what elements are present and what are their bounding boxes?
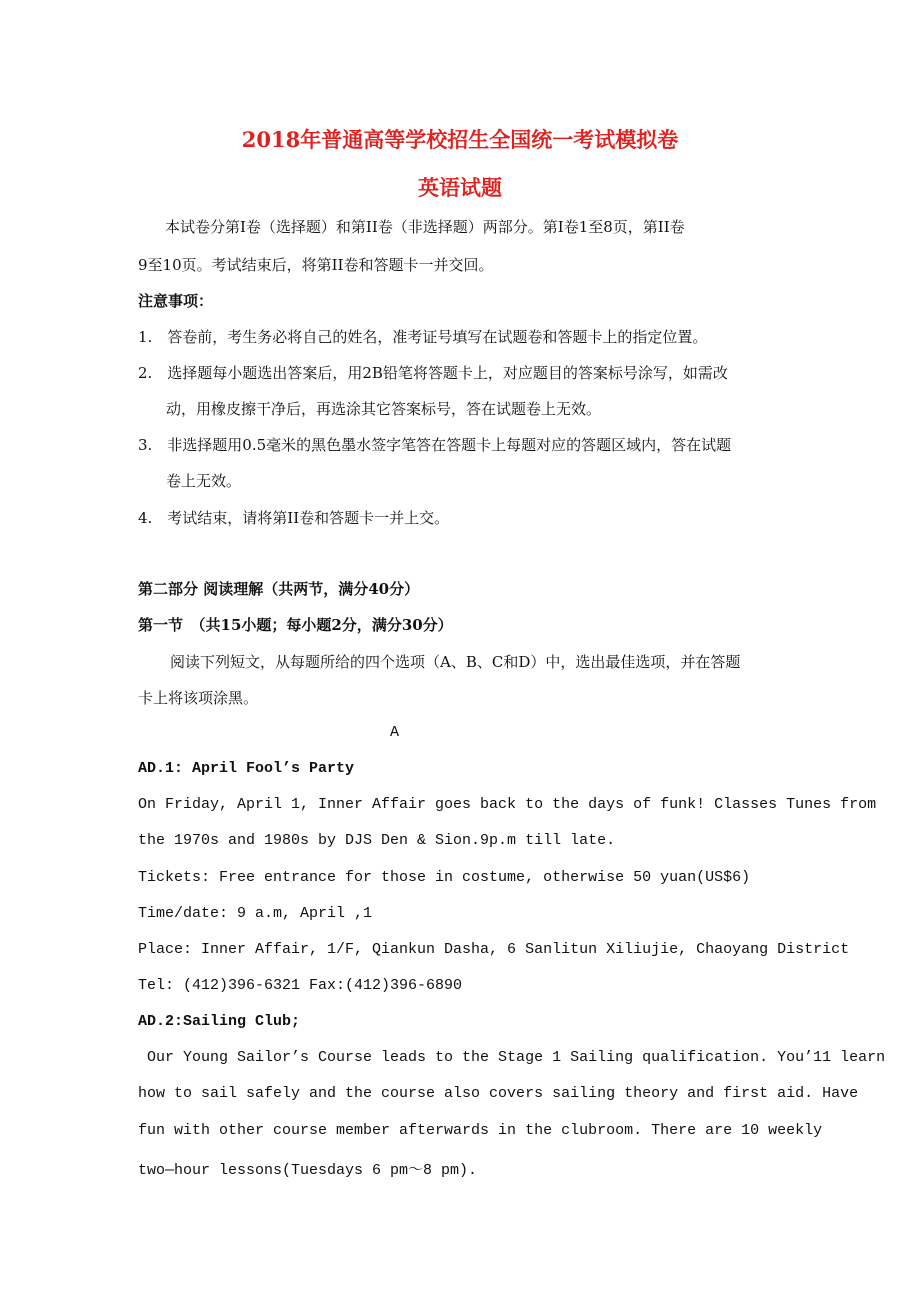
ad1-time: Time/date: 9 a.m, April ,1 [138,905,373,922]
part2-heading: 第二部分 阅读理解（共两节，满分40分） [138,580,420,598]
ad1-tickets: Tickets: Free entrance for those in costume, otherwise 50 yuan(US$6) [138,869,751,886]
ad2-line-3: fun with other course member afterwards in the clubroom. There are 10 weekly [138,1122,823,1139]
ad1-tel: Tel: (412)396-6321 Fax:(412)396-6890 [138,977,463,994]
ad1-line-1: On Friday, April 1, Inner Affair goes back to the days of funk! Classes Tunes from [138,796,877,813]
notice-item-4: 4. 考试结束，请将第II卷和答题卡一并上交。 [138,509,450,527]
instruction-line-1: 阅读下列短文，从每题所给的四个选项（A、B、C和D）中，选出最佳选项，并在答题 [170,653,741,671]
notice-item-2-cont: 动，用橡皮擦干净后，再选涂其它答案标号，答在试题卷上无效。 [166,400,602,418]
notice-heading: 注意事项： [138,292,214,310]
notice-item-2: 2. 选择题每小题选出答案后，用2B铅笔将答题卡上，对应题目的答案标号涂写，如需改 [138,364,728,382]
exam-title: 2018年普通高等学校招生全国统一考试模拟卷 [241,127,679,152]
notice-item-3-cont: 卷上无效。 [166,472,242,490]
intro-line-1: 本试卷分第Ⅰ卷（选择题）和第II卷（非选择题）两部分。第Ⅰ卷1至8页，第II卷 [165,218,685,236]
ad2-line-2: how to sail safely and the course also covers sailing theory and first aid. Have [138,1085,859,1102]
section1-heading: 第一节 （共15小题；每小题2分，满分30分） [138,616,453,634]
passage-label: A [390,724,400,741]
ad1-title: AD.1: April Fool’s Party [138,760,355,777]
notice-item-3: 3. 非选择题用0.5毫米的黑色墨水签字笔答在答题卡上每题对应的答题区域内，答在试题 [138,436,732,454]
ad1-line-2: the 1970s and 1980s by DJS Den & Sion.9p.m till late. [138,832,616,849]
ad2-line-4: two—hour lessons(Tuesdays 6 pm～8 pm). [138,1162,478,1179]
exam-subtitle: 英语试题 [418,175,502,200]
notice-item-1: 1. 答卷前，考生务必将自己的姓名，准考证号填写在试题卷和答题卡上的指定位置。 [138,328,708,346]
intro-line-2: 9至10页。考试结束后，将第II卷和答题卡一并交回。 [138,256,494,274]
ad1-place: Place: Inner Affair, 1/F, Qiankun Dasha, 6 Sanlitun Xiliujie, Chaoyang District [138,941,850,958]
ad2-title: AD.2:Sailing Club; [138,1013,301,1030]
ad2-line-1: Our Young Sailor’s Course leads to the Stage 1 Sailing qualification. You’11 learn [138,1049,886,1066]
instruction-line-2: 卡上将该项涂黑。 [138,689,259,707]
